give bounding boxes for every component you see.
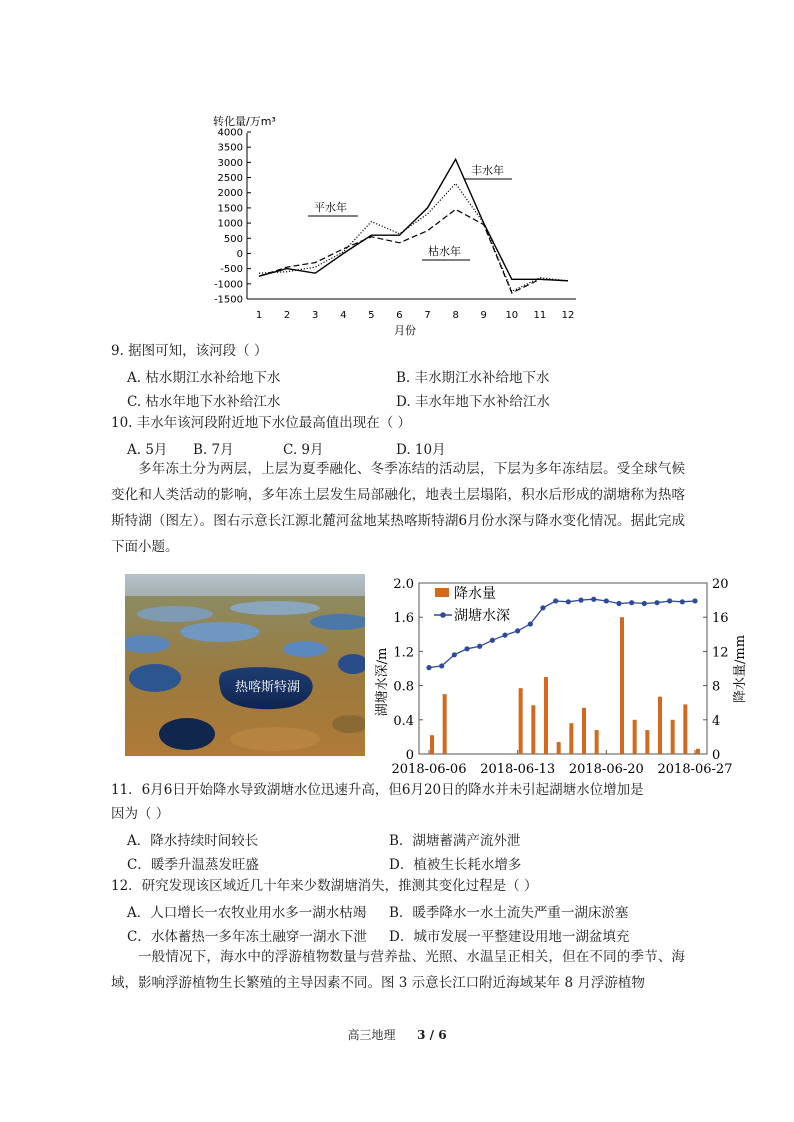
passage-thermokarst: 多年冻土分为两层，上层为夏季融化、冬季冻结的活动层，下层为多年冻结层。受全球气候变化和人类活动的影响，多年冻土层发生局部融化，地表土层塌陷，积水后形成的湖塘称为热喀斯特湖（图左）。图右示意长江源北麓河盆地某热喀斯特湖6月份水深与降水变化情况。据此完成下面小题。 — [111, 461, 685, 555]
legend-label-wet-year: 丰水年 — [471, 164, 504, 177]
chart2-ylabel-left: 湖塘水深/m — [375, 647, 390, 717]
chart2-left-tick-label: 0.4 — [393, 713, 414, 729]
chart1-y-tick-label: 2500 — [217, 173, 243, 185]
legend-marker-depth — [440, 612, 446, 618]
question-10-option-d[interactable]: D. 10月 — [396, 442, 446, 458]
precipitation-bar — [671, 720, 675, 754]
chart1-series-line-normal-year — [259, 184, 568, 292]
question-9-option-d[interactable]: D. 丰水年地下水补给江水 — [396, 394, 550, 410]
question-11-option-d[interactable]: D．植被生长耗水增多 — [389, 857, 522, 873]
lake-depth-point — [629, 600, 634, 605]
legend-label-dry-year: 枯水年 — [428, 245, 461, 258]
chart1-y-tick-label: 2000 — [217, 188, 243, 200]
lake-depth-point — [439, 663, 444, 668]
question-12-option-d[interactable]: D．城市发展一平整建设用地一湖盆填充 — [389, 929, 630, 945]
chart1-y-tick-label: 3000 — [217, 157, 243, 169]
question-12-stem: 12．研究发现该区域近几十年来少数湖塘消失，推测其变化过程是（ ） — [111, 878, 538, 894]
chart1-x-tick-label: 2 — [283, 310, 291, 321]
groundwater-transfer-chart — [200, 108, 600, 340]
chart1-x-tick-label: 7 — [424, 310, 431, 321]
photo-label: 热喀斯特湖 — [235, 680, 301, 695]
question-10-stem: 10. 丰水年该河段附近地下水位最高值出现在（ ） — [111, 415, 412, 431]
question-9-stem: 9. 据图可知，该河段（ ） — [111, 343, 268, 359]
precipitation-bar — [544, 677, 548, 754]
precipitation-bar — [595, 730, 599, 754]
lake-depth-point — [553, 598, 558, 603]
precipitation-bar — [658, 697, 662, 754]
chart2-x-tick-label: 2018-06-06 — [391, 762, 467, 777]
chart1-y-tick-label: 0 — [236, 248, 243, 260]
chart2-left-tick-label: 1.2 — [393, 645, 414, 661]
footer-page-number: 3 / 6 — [417, 1028, 447, 1042]
chart2-right-tick-label: 16 — [712, 611, 729, 627]
chart2-right-tick-label: 4 — [712, 713, 721, 729]
precipitation-bar — [645, 730, 649, 754]
legend-swatch-precipitation — [435, 588, 449, 597]
precipitation-bar — [569, 723, 573, 754]
lake-depth-point — [667, 598, 672, 603]
question-11-option-c[interactable]: C．暖季升温蒸发旺盛 — [127, 857, 259, 873]
question-10-option-a[interactable]: A. 5月 — [127, 442, 168, 458]
lake-depth-point — [642, 601, 647, 606]
precipitation-bar — [557, 742, 561, 754]
lake-depth-point — [426, 665, 431, 670]
page-footer — [0, 1026, 794, 1043]
chart2-right-tick-label: 8 — [712, 679, 721, 695]
chart1-y-tick-label: 4000 — [217, 127, 243, 139]
lake-depth-point — [528, 621, 533, 626]
chart1-y-tick-label: 500 — [223, 233, 243, 245]
lake-depth-point — [452, 652, 457, 657]
chart2-right-tick-label: 0 — [712, 748, 721, 763]
legend-label-depth: 湖塘水深 — [454, 608, 510, 624]
chart1-y-tick-label: -1000 — [213, 279, 243, 291]
chart1-y-tick-label: -500 — [220, 264, 243, 276]
question-11-stem-line1: 11．6月6日开始降水导致湖塘水位迅速升高，但6月20日的降水并未引起湖塘水位增加是 — [111, 782, 644, 798]
chart2-left-tick-label: 0 — [405, 748, 414, 763]
chart1-x-tick-label: 4 — [340, 310, 347, 321]
question-12-option-a[interactable]: A．人口增长一农牧业用水多一湖水枯竭 — [127, 905, 367, 921]
chart2-left-tick-label: 0.8 — [393, 679, 414, 695]
precipitation-bar — [683, 704, 687, 754]
lake-depth-point — [692, 598, 697, 603]
chart2-ylabel-right: 降水量/mm — [733, 634, 748, 704]
chart2-x-tick-label: 2018-06-20 — [568, 762, 644, 777]
lake-depth-point — [502, 633, 507, 638]
chart1-x-tick-label: 11 — [533, 310, 547, 321]
chart1-x-tick-label: 1 — [255, 310, 263, 321]
chart1-x-tick-label: 8 — [452, 310, 459, 321]
chart1-x-tick-label: 5 — [368, 310, 375, 321]
chart2-x-tick-label: 2018-06-27 — [657, 762, 733, 777]
question-11-option-b[interactable]: B．湖塘蓄满产流外泄 — [389, 833, 521, 849]
chart1-x-tick-label: 3 — [311, 310, 319, 321]
lake-depth-point — [477, 644, 482, 649]
precipitation-bar — [582, 708, 586, 754]
chart1-y-tick-label: -1500 — [213, 294, 243, 306]
lake-depth-point — [654, 600, 659, 605]
lake-depth-point — [515, 628, 520, 633]
question-10-option-c[interactable]: C. 9月 — [283, 442, 324, 458]
lake-depth-point — [490, 638, 495, 643]
chart1-x-tick-label: 9 — [480, 310, 487, 321]
question-12-option-c[interactable]: C．水体蓄热一多年冻土融穿一湖水下泄 — [127, 929, 367, 945]
chart2-right-tick-label: 12 — [712, 645, 729, 661]
question-11-stem-line2: 因为（ ） — [111, 806, 170, 822]
footer-subject: 高三地理 — [347, 1028, 396, 1042]
legend-label-normal-year: 平水年 — [314, 201, 347, 214]
chart1-series-line-wet-year — [259, 159, 568, 280]
lake-depth-point — [680, 599, 685, 604]
chart1-x-tick-label: 6 — [396, 310, 403, 321]
question-9-option-a[interactable]: A. 枯水期江水补给地下水 — [127, 370, 281, 386]
lake-depth-point — [566, 599, 571, 604]
lake-depth-point — [464, 646, 469, 651]
chart2-x-tick-label: 2018-06-13 — [480, 762, 556, 777]
passage-phytoplankton: 一般情况下，海水中的浮游植物数量与营养盐、光照、水温呈正相关，但在不同的季节、海域，影响浮游植物生长繁殖的主导因素不同。图 3 示意长江口附近海域某年 8 月浮游植物 — [111, 949, 685, 991]
precipitation-bar — [430, 735, 434, 754]
chart2-left-tick-label: 2.0 — [393, 577, 414, 592]
chart1-xlabel: 月份 — [394, 324, 416, 337]
precipitation-bar — [531, 705, 535, 754]
chart1-ylabel: 转化量/万m³ — [213, 115, 276, 128]
question-11-option-a[interactable]: A．降水持续时间较长 — [127, 833, 259, 849]
lake-depth-precipitation-chart — [372, 570, 762, 780]
question-10-option-b[interactable]: B. 7月 — [193, 442, 234, 458]
lake-depth-point — [591, 597, 596, 602]
chart1-y-tick-label: 1500 — [217, 203, 243, 215]
chart2-left-tick-label: 1.6 — [393, 611, 414, 627]
thermokarst-lake-photo — [125, 574, 365, 756]
chart1-x-tick-label: 12 — [561, 310, 575, 321]
precipitation-bar — [696, 749, 700, 754]
chart1-y-tick-label: 3500 — [217, 142, 243, 154]
lake-depth-point — [604, 598, 609, 603]
precipitation-bar — [620, 617, 624, 754]
chart1-y-tick-label: 1000 — [217, 218, 243, 230]
lake-depth-point — [616, 601, 621, 606]
precipitation-bar — [519, 688, 523, 754]
precipitation-bar — [633, 720, 637, 754]
legend-label-precipitation: 降水量 — [454, 586, 496, 602]
question-12-option-b[interactable]: B．暖季降水一水土流失严重一湖床淤塞 — [389, 905, 629, 921]
chart1-x-tick-label: 10 — [505, 310, 519, 321]
question-9-option-c[interactable]: C. 枯水年地下水补给江水 — [127, 394, 281, 410]
lake-depth-point — [540, 605, 545, 610]
lake-depth-point — [578, 598, 583, 603]
question-9-option-b[interactable]: B. 丰水期江水补给地下水 — [396, 370, 550, 386]
chart2-right-tick-label: 20 — [712, 577, 729, 592]
precipitation-bar — [443, 694, 447, 754]
